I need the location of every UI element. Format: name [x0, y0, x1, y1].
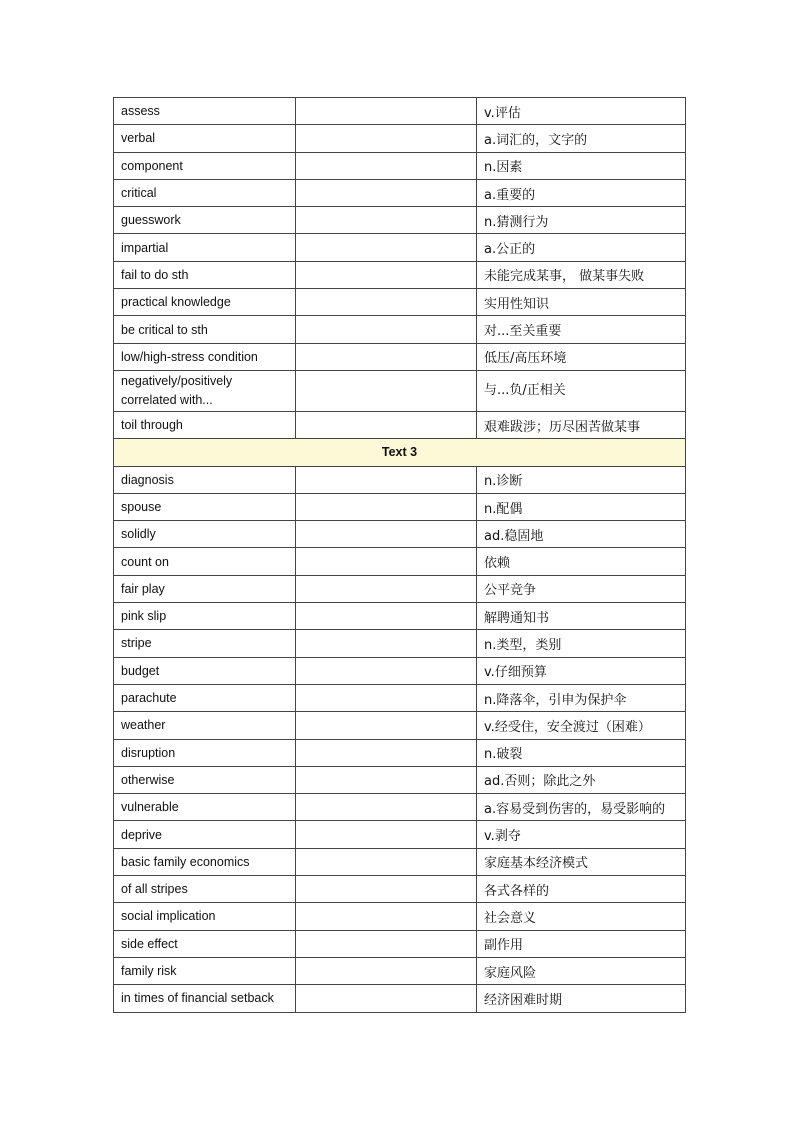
table-row [114, 957, 686, 984]
definition-cell: a.容易受到伤害的，易受影响的 [477, 794, 686, 821]
section-row [114, 439, 686, 466]
term-cell: solidly [114, 521, 296, 548]
definition-cell: 与...负/正相关 [477, 370, 686, 411]
definition-cell: 社会意义 [477, 903, 686, 930]
definition-cell: n.类型，类别 [477, 630, 686, 657]
term-cell: stripe [114, 630, 296, 657]
section-header [114, 439, 686, 466]
vocabulary-group-2 [114, 466, 686, 1012]
term-cell: budget [114, 657, 296, 684]
definition-cell: 未能完成某事， 做某事失败 [477, 261, 686, 288]
blank-cell [296, 876, 477, 903]
table-row [114, 684, 686, 711]
blank-cell [296, 821, 477, 848]
table-row [114, 261, 686, 288]
table-row [114, 903, 686, 930]
term-cell: be critical to sth [114, 316, 296, 343]
definition-cell: 低压/高压环境 [477, 343, 686, 370]
definition-cell: 公平竞争 [477, 575, 686, 602]
term-cell: critical [114, 179, 296, 206]
table-row [114, 794, 686, 821]
blank-cell [296, 548, 477, 575]
section-title: Text 3 [114, 439, 686, 466]
blank-cell [296, 466, 477, 493]
blank-cell [296, 766, 477, 793]
blank-cell [296, 289, 477, 316]
table-row [114, 370, 686, 411]
blank-cell [296, 985, 477, 1012]
table-row [114, 493, 686, 520]
blank-cell [296, 630, 477, 657]
term-cell: fail to do sth [114, 261, 296, 288]
definition-cell: n.因素 [477, 152, 686, 179]
table-row [114, 821, 686, 848]
table-row [114, 739, 686, 766]
definition-cell: v.经受住，安全渡过（困难） [477, 712, 686, 739]
table-row [114, 657, 686, 684]
blank-cell [296, 261, 477, 288]
blank-cell [296, 712, 477, 739]
definition-cell: n.破裂 [477, 739, 686, 766]
definition-cell: a.公正的 [477, 234, 686, 261]
definition-cell: ad.稳固地 [477, 521, 686, 548]
table-row [114, 152, 686, 179]
blank-cell [296, 957, 477, 984]
table-row [114, 630, 686, 657]
table-row [114, 930, 686, 957]
term-cell: diagnosis [114, 466, 296, 493]
term-cell: assess [114, 98, 296, 125]
blank-cell [296, 411, 477, 438]
definition-cell: a.词汇的，文字的 [477, 125, 686, 152]
table-row [114, 179, 686, 206]
table-row [114, 985, 686, 1012]
definition-cell: 解聘通知书 [477, 603, 686, 630]
term-cell: parachute [114, 684, 296, 711]
blank-cell [296, 179, 477, 206]
blank-cell [296, 98, 477, 125]
definition-cell: v.剥夺 [477, 821, 686, 848]
term-cell: fair play [114, 575, 296, 602]
blank-cell [296, 152, 477, 179]
definition-cell: 实用性知识 [477, 289, 686, 316]
blank-cell [296, 493, 477, 520]
term-cell: impartial [114, 234, 296, 261]
table-row [114, 207, 686, 234]
term-cell: deprive [114, 821, 296, 848]
blank-cell [296, 316, 477, 343]
table-row [114, 343, 686, 370]
table-row [114, 411, 686, 438]
term-cell: in times of financial setback [114, 985, 296, 1012]
definition-cell: 艰难跋涉；历尽困苦做某事 [477, 411, 686, 438]
blank-cell [296, 207, 477, 234]
blank-cell [296, 739, 477, 766]
definition-cell: v.评估 [477, 98, 686, 125]
table-row [114, 712, 686, 739]
table-row [114, 466, 686, 493]
blank-cell [296, 521, 477, 548]
term-cell: verbal [114, 125, 296, 152]
table-row [114, 766, 686, 793]
blank-cell [296, 370, 477, 411]
term-cell: component [114, 152, 296, 179]
definition-cell: 家庭基本经济模式 [477, 848, 686, 875]
definition-cell: ad.否则；除此之外 [477, 766, 686, 793]
term-cell: count on [114, 548, 296, 575]
term-cell: pink slip [114, 603, 296, 630]
term-cell: guesswork [114, 207, 296, 234]
definition-cell: n.配偶 [477, 493, 686, 520]
definition-cell: v.仔细预算 [477, 657, 686, 684]
term-cell: side effect [114, 930, 296, 957]
table-row [114, 848, 686, 875]
term-cell: disruption [114, 739, 296, 766]
definition-cell: 家庭风险 [477, 957, 686, 984]
definition-cell: 对...至关重要 [477, 316, 686, 343]
definition-cell: 依赖 [477, 548, 686, 575]
term-cell: otherwise [114, 766, 296, 793]
term-cell: vulnerable [114, 794, 296, 821]
term-cell: social implication [114, 903, 296, 930]
vocabulary-group-1 [114, 98, 686, 439]
term-cell: toil through [114, 411, 296, 438]
definition-cell: 各式各样的 [477, 876, 686, 903]
table-row [114, 125, 686, 152]
blank-cell [296, 794, 477, 821]
blank-cell [296, 603, 477, 630]
blank-cell [296, 903, 477, 930]
table-row [114, 289, 686, 316]
table-row [114, 98, 686, 125]
definition-cell: n.诊断 [477, 466, 686, 493]
term-cell: spouse [114, 493, 296, 520]
table-row [114, 316, 686, 343]
term-cell: family risk [114, 957, 296, 984]
blank-cell [296, 575, 477, 602]
definition-cell: 经济困难时期 [477, 985, 686, 1012]
blank-cell [296, 684, 477, 711]
definition-cell: a.重要的 [477, 179, 686, 206]
table-row [114, 548, 686, 575]
table-row [114, 603, 686, 630]
term-cell: practical knowledge [114, 289, 296, 316]
blank-cell [296, 125, 477, 152]
term-cell: low/high-stress condition [114, 343, 296, 370]
definition-cell: n.猜测行为 [477, 207, 686, 234]
blank-cell [296, 657, 477, 684]
definition-cell: 副作用 [477, 930, 686, 957]
definition-cell: n.降落伞，引申为保护伞 [477, 684, 686, 711]
blank-cell [296, 848, 477, 875]
table-row [114, 234, 686, 261]
blank-cell [296, 234, 477, 261]
term-cell: weather [114, 712, 296, 739]
term-cell: basic family economics [114, 848, 296, 875]
blank-cell [296, 930, 477, 957]
vocabulary-table [113, 97, 686, 1013]
term-cell: negatively/positively correlated with... [114, 370, 296, 411]
table-row [114, 575, 686, 602]
term-cell: of all stripes [114, 876, 296, 903]
table-row [114, 876, 686, 903]
table-row [114, 521, 686, 548]
blank-cell [296, 343, 477, 370]
